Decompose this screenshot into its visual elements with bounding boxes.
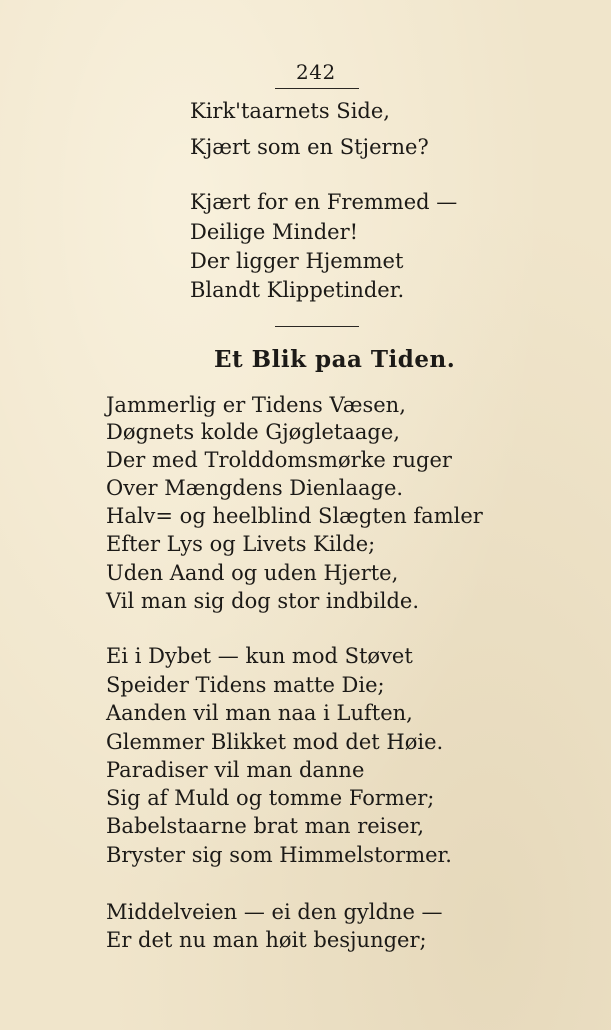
section-divider <box>275 326 359 327</box>
poem-line: Er det nu man høit besjunger; <box>106 928 427 952</box>
previous-poem-line: Der ligger Hjemmet <box>190 249 404 273</box>
poem-line: Der med Trolddomsmørke ruger <box>106 448 452 472</box>
poem-line: Glemmer Blikket mod det Høie. <box>106 730 444 754</box>
previous-poem-line: Kirk'taarnets Side, <box>190 99 390 123</box>
previous-poem-line: Blandt Klippetinder. <box>190 278 405 302</box>
poem-line: Jammerlig er Tidens Væsen, <box>106 393 406 417</box>
previous-poem-line: Deilige Minder! <box>190 220 359 244</box>
header-rule <box>275 88 359 89</box>
poem-line: Uden Aand og uden Hjerte, <box>106 561 399 585</box>
poem-line: Speider Tidens matte Die; <box>106 673 385 697</box>
previous-poem-line: Kjært som en Stjerne? <box>190 135 429 159</box>
page-number: 242 <box>296 60 336 84</box>
poem-line: Halv= og heelblind Slægten famler <box>106 504 483 528</box>
poem-line: Bryster sig som Himmelstormer. <box>106 843 452 867</box>
poem-line: Ei i Dybet — kun mod Støvet <box>106 644 413 668</box>
poem-line: Paradiser vil man danne <box>106 758 365 782</box>
poem-line: Babelstaarne brat man reiser, <box>106 814 425 838</box>
poem-line: Aanden vil man naa i Luften, <box>106 701 413 725</box>
poem-title: Et Blik paa Tiden. <box>214 346 456 373</box>
poem-line: Middelveien — ei den gyldne — <box>106 900 443 924</box>
poem-line: Sig af Muld og tomme Former; <box>106 786 435 810</box>
poem-line: Efter Lys og Livets Kilde; <box>106 532 376 556</box>
poem-line: Vil man sig dog stor indbilde. <box>106 589 420 613</box>
poem-line: Over Mængdens Dienlaage. <box>106 476 404 500</box>
previous-poem-line: Kjært for en Fremmed — <box>190 190 458 214</box>
poem-line: Døgnets kolde Gjøgletaage, <box>106 420 400 444</box>
